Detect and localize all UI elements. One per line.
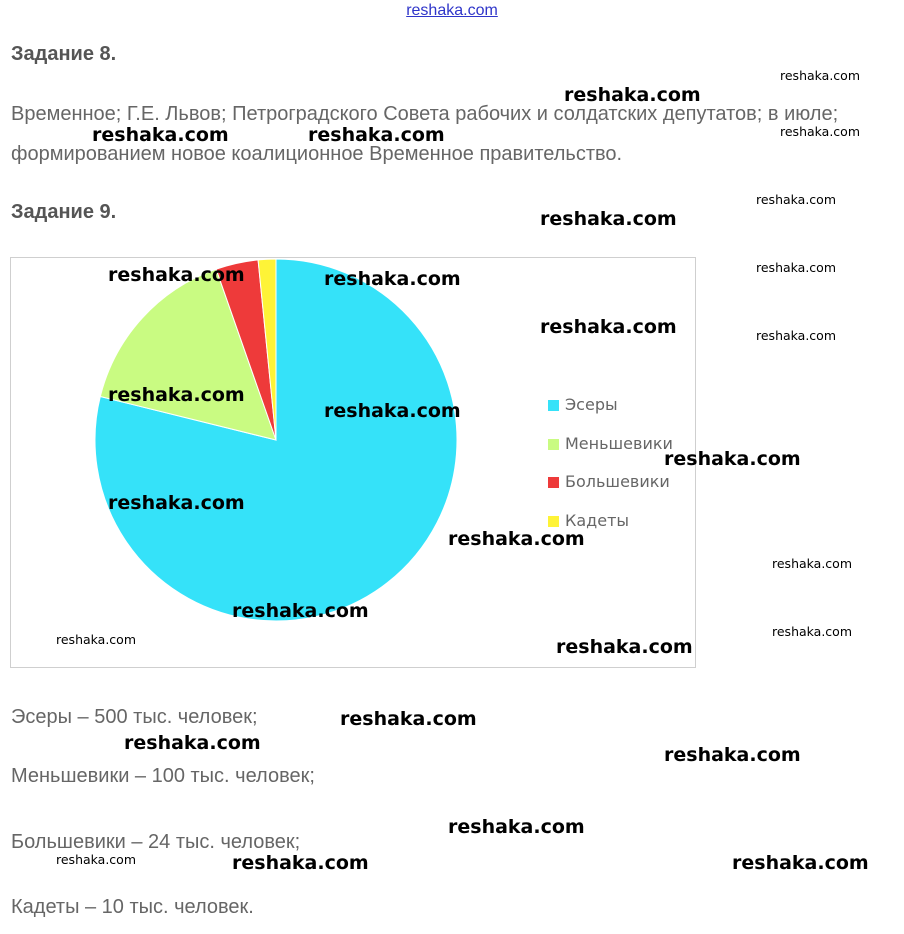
legend-label: Эсеры — [565, 395, 618, 414]
watermark: reshaka.com — [124, 732, 261, 754]
legend-swatch — [548, 400, 559, 411]
watermark: reshaka.com — [780, 124, 860, 139]
watermark: reshaka.com — [232, 600, 369, 622]
watermark: reshaka.com — [556, 636, 693, 658]
legend-label: Кадеты — [565, 510, 630, 530]
task-8-heading: Задание 8. — [11, 43, 117, 65]
watermark: reshaka.com — [56, 852, 136, 867]
watermark: reshaka.com — [540, 208, 677, 230]
watermark: reshaka.com — [564, 84, 701, 106]
watermark: reshaka.com — [732, 852, 869, 874]
watermark: reshaka.com — [448, 528, 585, 550]
task-9-heading: Задание 9. — [11, 201, 117, 223]
site-link[interactable]: reshaka.com — [406, 2, 498, 19]
watermark: reshaka.com — [664, 744, 801, 766]
legend-label: Меньшевики — [565, 433, 673, 453]
watermark: reshaka.com — [756, 260, 836, 275]
legend-swatch — [548, 439, 559, 450]
watermark: reshaka.com — [324, 268, 461, 290]
watermark: reshaka.com — [772, 624, 852, 639]
watermark: reshaka.com — [108, 384, 245, 406]
legend-label: Большевики — [565, 472, 670, 491]
legend-swatch — [548, 477, 559, 488]
watermark: reshaka.com — [92, 124, 229, 146]
watermark: reshaka.com — [664, 448, 801, 470]
watermark: reshaka.com — [340, 708, 477, 730]
watermark: reshaka.com — [232, 852, 369, 874]
data-line-kadety: Кадеты – 10 тыс. человек. — [11, 896, 254, 918]
watermark: reshaka.com — [780, 68, 860, 83]
watermark: reshaka.com — [756, 192, 836, 207]
data-line-esery: Эсеры – 500 тыс. человек; — [11, 706, 258, 728]
watermark: reshaka.com — [772, 556, 852, 571]
watermark: reshaka.com — [448, 816, 585, 838]
watermark: reshaka.com — [108, 492, 245, 514]
watermark: reshaka.com — [756, 328, 836, 343]
watermark: reshaka.com — [56, 632, 136, 647]
watermark: reshaka.com — [540, 316, 677, 338]
watermark: reshaka.com — [308, 124, 445, 146]
watermark: reshaka.com — [324, 400, 461, 422]
task-8-answer: Временное; Г.Е. Львов; Петроградского Совета рабочих и солдатских депутатов; в июле; формированием новое коалиционное Временное правительство. — [11, 103, 839, 165]
legend-swatch — [548, 516, 559, 527]
data-line-mensheviki: Меньшевики – 100 тыс. человек; — [11, 765, 315, 787]
data-line-bolsheviki: Большевики – 24 тыс. человек; — [11, 831, 301, 853]
watermark: reshaka.com — [108, 264, 245, 286]
